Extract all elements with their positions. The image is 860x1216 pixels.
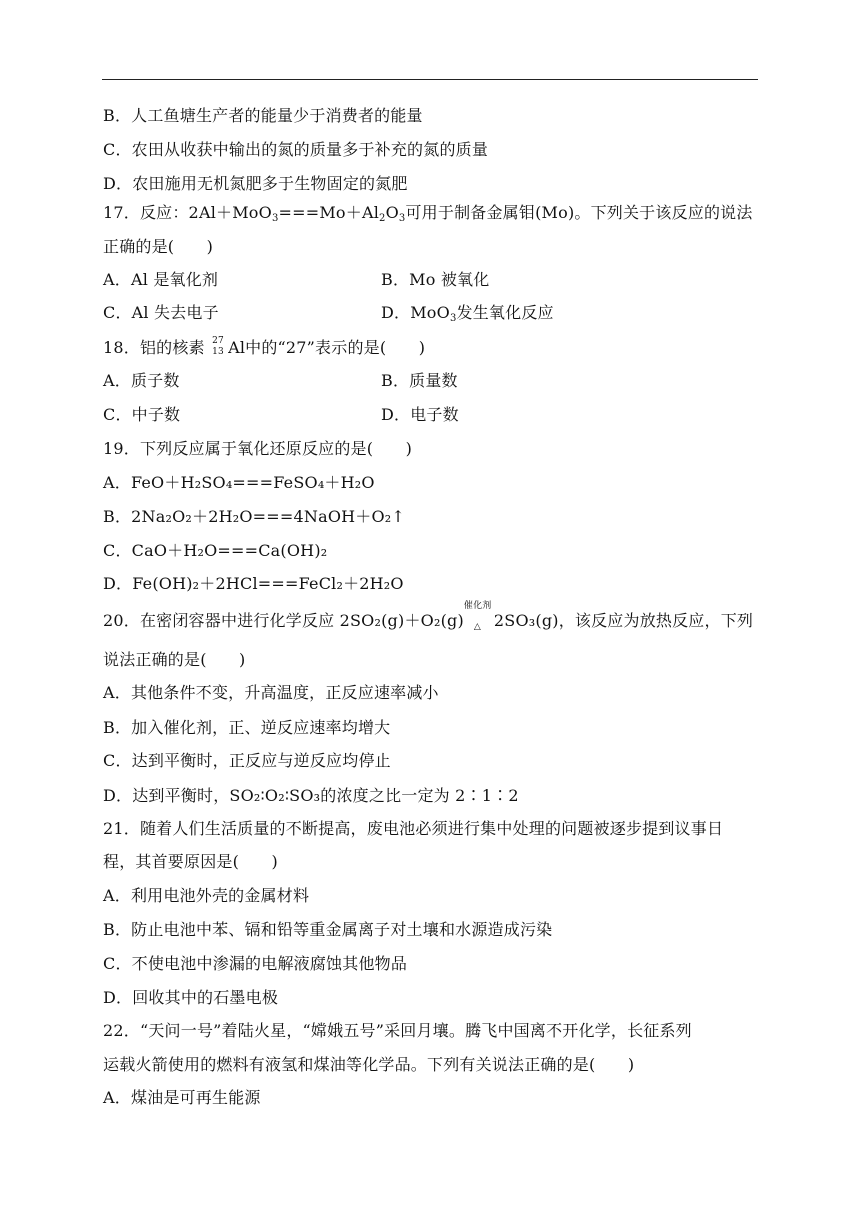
q20-stem: 20．在密闭容器中进行化学反应 2SO₂(g)＋O₂(g) 催化剂 △ 2SO₃(g)，该反应为放热反应，下列 [103, 601, 754, 632]
q18-stem: 18．铝的核素 27 13 Al中的“27”表示的是( ) [103, 336, 426, 357]
q22-stem-cont: 运载火箭使用的燃料有液氢和煤油等化学品。下列有关说法正确的是( ) [103, 1055, 635, 1074]
q22-stem: 22．“天问一号”着陆火星，“嫦娥五号”采回月壤。腾飞中国离不开化学，长征系列 [103, 1021, 692, 1040]
q18-option-d: D．电子数 [381, 405, 459, 424]
q17-option-b: B．Mo 被氧化 [381, 270, 490, 289]
q21-stem: 21．随着人们生活质量的不断提高，废电池必须进行集中处理的问题被逐步提到议事日 [103, 819, 724, 838]
q17-stem-cont: 正确的是( ) [103, 237, 214, 256]
nuclide-symbol: 27 13 [212, 336, 224, 357]
header-rule [102, 79, 758, 80]
q19-option-d: D．Fe(OH)₂＋2HCl===FeCl₂＋2H₂O [103, 574, 404, 593]
q20-option-a: A．其他条件不变，升高温度，正反应速率减小 [103, 683, 439, 702]
q17-option-a: A．Al 是氧化剂 [103, 270, 219, 289]
q21-stem-cont: 程，其首要原因是( ) [103, 852, 278, 871]
q18-option-c: C．中子数 [103, 405, 181, 424]
q16-option-d: D．农田施用无机氮肥多于生物固定的氮肥 [103, 174, 408, 193]
q17-option-d: D．MoO$_3$发生氧化反应 [381, 303, 554, 324]
q20-option-d: D．达到平衡时，SO₂∶O₂∶SO₃的浓度之比一定为 2∶1∶2 [103, 786, 519, 805]
q19-stem: 19．下列反应属于氧化还原反应的是( ) [103, 439, 413, 458]
q20-stem-cont: 说法正确的是( ) [103, 650, 246, 669]
q19-option-b: B．2Na₂O₂＋2H₂O===4NaOH＋O₂↑ [103, 507, 406, 526]
q16-option-b: B．人工鱼塘生产者的能量少于消费者的能量 [103, 106, 423, 125]
q21-option-a: A．利用电池外壳的金属材料 [103, 886, 310, 905]
q19-option-c: C．CaO＋H₂O===Ca(OH)₂ [103, 541, 328, 560]
q18-option-b: B．质量数 [381, 371, 458, 390]
reaction-conditions: 催化剂 △ [463, 601, 492, 632]
q20-option-b: B．加入催化剂，正、逆反应速率均增大 [103, 718, 391, 737]
q16-option-c: C．农田从收获中输出的氮的质量多于补充的氮的质量 [103, 140, 489, 159]
q21-option-c: C．不使电池中渗漏的电解液腐蚀其他物品 [103, 954, 408, 973]
q22-option-a: A．煤油是可再生能源 [103, 1088, 261, 1107]
q18-option-a: A．质子数 [103, 371, 180, 390]
q17-stem: 17．反应：$2Al+MoO_3===Mo+Al_2O_3$可用于制备金属钼(Mo)。下列关于该反应的说法 [103, 203, 753, 224]
q19-option-a: A．FeO＋H₂SO₄===FeSO₄＋H₂O [103, 473, 375, 492]
q21-option-b: B．防止电池中苯、镉和铅等重金属离子对土壤和水源造成污染 [103, 920, 553, 939]
q17-option-c: C．Al 失去电子 [103, 303, 219, 322]
q21-option-d: D．回收其中的石墨电极 [103, 988, 279, 1007]
q20-option-c: C．达到平衡时，正反应与逆反应均停止 [103, 751, 391, 770]
